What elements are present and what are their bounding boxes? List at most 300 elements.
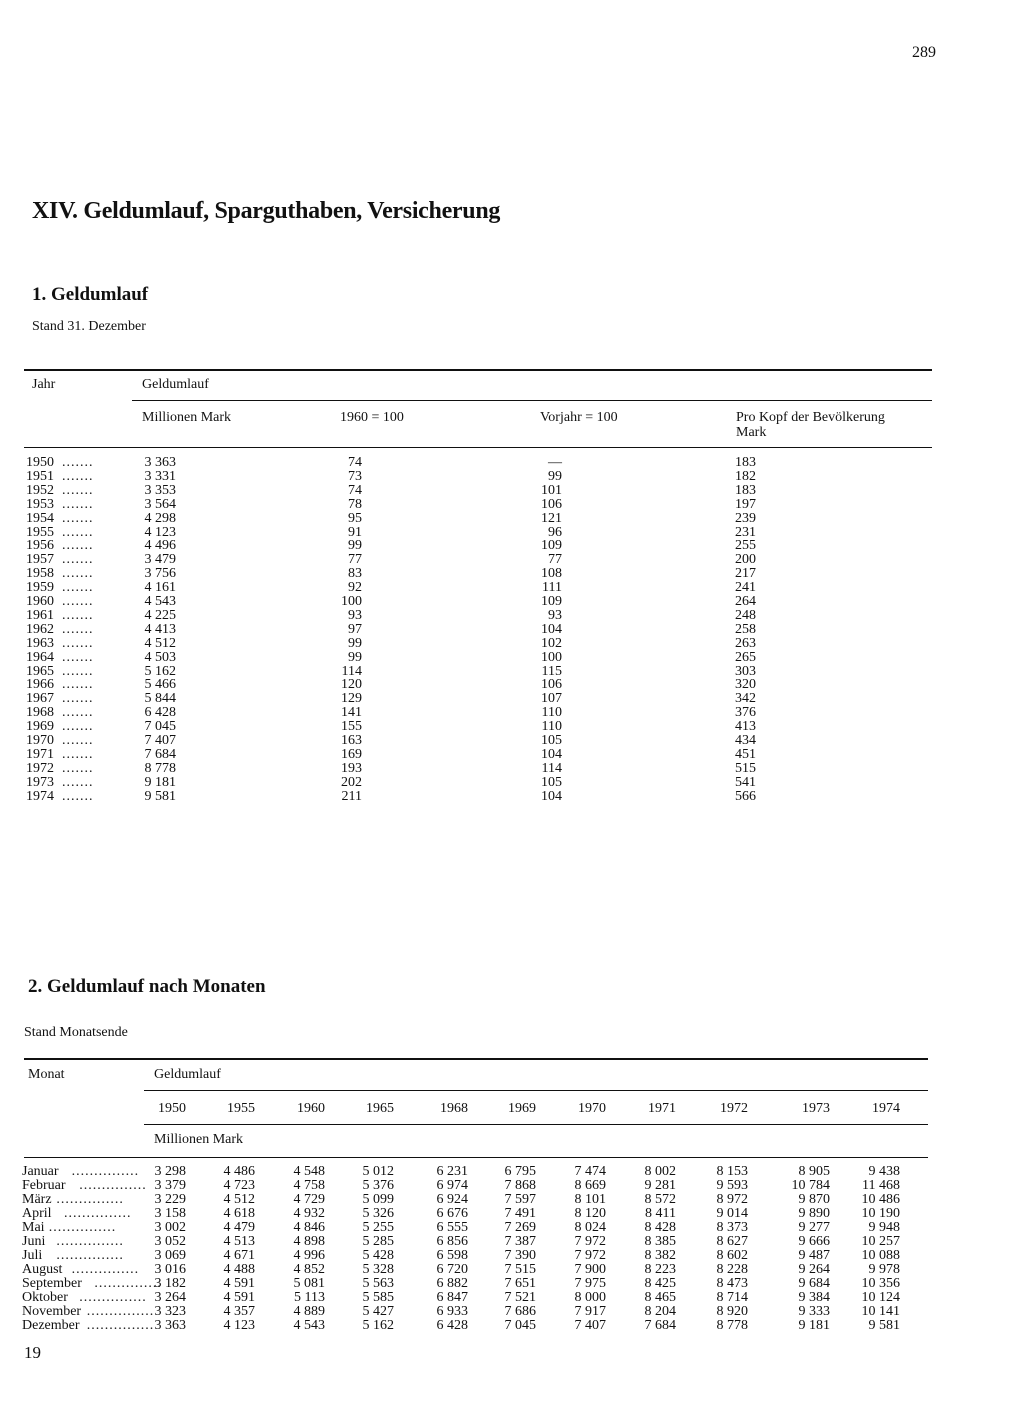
value-cell: 3 298 <box>154 1164 186 1179</box>
table2-years-rule <box>144 1124 928 1125</box>
section2-subtitle: Stand Monatsende <box>24 1025 128 1040</box>
value-cell: 8 153 <box>716 1164 748 1179</box>
value-cell: 3 379 <box>154 1178 186 1193</box>
table2-header-rule <box>24 1157 928 1158</box>
value-cell: 3 158 <box>154 1206 186 1221</box>
month-cell: Oktober <box>22 1290 68 1305</box>
value-cell: 7 900 <box>574 1262 606 1277</box>
value-cell: 9 487 <box>798 1248 830 1263</box>
value-cell: 8 373 <box>716 1220 748 1235</box>
table2-row <box>0 1249 1024 1263</box>
leader-dots: ............... <box>64 1206 132 1221</box>
month-cell: Juni <box>22 1234 46 1249</box>
pro-kopf-cell: 413 <box>735 719 756 735</box>
year-header: 1971 <box>648 1101 676 1116</box>
pro-kopf-cell: 255 <box>735 538 756 554</box>
value-cell: 4 846 <box>293 1220 325 1235</box>
value-cell: 8 024 <box>574 1220 606 1235</box>
value-cell: 8 425 <box>644 1276 676 1291</box>
millionen-mark-cell: 4 225 <box>144 607 176 623</box>
year-cell: 1963 <box>26 635 54 651</box>
leader-dots: ....... <box>62 538 94 554</box>
table1-header-mio: Millionen Mark <box>142 410 232 425</box>
table2-row <box>0 1207 1024 1221</box>
value-cell: 4 898 <box>293 1234 325 1249</box>
value-cell: 5 326 <box>362 1206 394 1221</box>
millionen-mark-cell: 4 503 <box>144 649 176 665</box>
vorjahr-cell: 77 <box>548 552 562 568</box>
table1-row <box>0 581 1024 595</box>
value-cell: 8 101 <box>574 1192 606 1207</box>
pro-kopf-cell: 320 <box>735 677 756 693</box>
leader-dots: ............... <box>56 1234 124 1249</box>
value-cell: 5 081 <box>293 1276 325 1291</box>
year-header: 1950 <box>158 1101 186 1116</box>
index-1960-cell: 74 <box>348 482 362 498</box>
table1-row <box>0 665 1024 679</box>
value-cell: 9 666 <box>798 1234 830 1249</box>
value-cell: 5 285 <box>362 1234 394 1249</box>
leader-dots: ....... <box>62 621 94 637</box>
leader-dots: ............... <box>48 1220 117 1235</box>
value-cell: 8 120 <box>574 1206 606 1221</box>
value-cell: 4 852 <box>293 1262 325 1277</box>
pro-kopf-cell: 231 <box>735 524 756 540</box>
leader-dots: ....... <box>62 774 94 790</box>
table2-row <box>0 1235 1024 1249</box>
leader-dots: ....... <box>62 580 94 596</box>
value-cell: 3 052 <box>154 1234 186 1249</box>
pro-kopf-cell: 566 <box>735 788 756 804</box>
value-cell: 7 045 <box>504 1318 536 1333</box>
chapter-title: XIV. Geldumlauf, Sparguthaben, Versicherung <box>32 198 501 224</box>
index-1960-cell: 93 <box>348 607 362 623</box>
month-cell: November <box>22 1304 82 1319</box>
leader-dots: ....... <box>62 760 94 776</box>
leader-dots: ....... <box>62 510 94 526</box>
pro-kopf-cell: 342 <box>735 691 756 707</box>
value-cell: 8 669 <box>574 1178 606 1193</box>
value-cell: 6 795 <box>504 1164 536 1179</box>
value-cell: 8 428 <box>644 1220 676 1235</box>
pro-kopf-cell: 200 <box>735 552 756 568</box>
vorjahr-cell: 105 <box>541 774 562 790</box>
year-cell: 1971 <box>26 746 54 762</box>
table1-top-rule <box>24 369 932 371</box>
index-1960-cell: 73 <box>348 468 362 484</box>
value-cell: 7 684 <box>644 1318 676 1333</box>
table2-row <box>0 1277 1024 1291</box>
value-cell: 9 264 <box>798 1262 830 1277</box>
table1-row <box>0 692 1024 706</box>
vorjahr-cell: 110 <box>541 705 562 721</box>
millionen-mark-cell: 4 512 <box>144 635 176 651</box>
vorjahr-cell: 100 <box>541 649 562 665</box>
value-cell: 9 684 <box>798 1276 830 1291</box>
value-cell: 7 491 <box>504 1206 536 1221</box>
month-cell: Januar <box>22 1164 59 1179</box>
table1-row <box>0 609 1024 623</box>
millionen-mark-cell: 4 413 <box>144 621 176 637</box>
pro-kopf-cell: 515 <box>735 760 756 776</box>
month-cell: September <box>22 1276 82 1291</box>
value-cell: 9 978 <box>868 1262 900 1277</box>
vorjahr-cell: 108 <box>541 566 562 582</box>
leader-dots: ....... <box>62 719 94 735</box>
pro-kopf-cell: 434 <box>735 733 756 748</box>
value-cell: 7 917 <box>574 1304 606 1319</box>
pro-kopf-cell: 182 <box>735 468 756 484</box>
millionen-mark-cell: 5 162 <box>144 663 176 679</box>
section1-subtitle: Stand 31. Dezember <box>32 319 146 334</box>
index-1960-cell: 169 <box>341 746 362 762</box>
millionen-mark-cell: 3 353 <box>144 482 176 498</box>
vorjahr-cell: — <box>548 455 562 470</box>
index-1960-cell: 97 <box>348 621 362 637</box>
index-1960-cell: 83 <box>348 566 362 582</box>
vorjahr-cell: 104 <box>541 788 562 804</box>
year-cell: 1965 <box>26 663 54 679</box>
leader-dots: ....... <box>62 733 94 748</box>
value-cell: 8 000 <box>574 1290 606 1305</box>
vorjahr-cell: 96 <box>548 524 562 540</box>
value-cell: 8 385 <box>644 1234 676 1249</box>
leader-dots: ....... <box>62 566 94 582</box>
leader-dots: ............... <box>86 1318 155 1333</box>
millionen-mark-cell: 5 844 <box>144 691 176 707</box>
value-cell: 8 411 <box>645 1206 676 1221</box>
year-cell: 1955 <box>26 524 54 540</box>
year-cell: 1954 <box>26 510 54 526</box>
pro-kopf-cell: 239 <box>735 510 756 526</box>
vorjahr-cell: 114 <box>541 760 562 776</box>
index-1960-cell: 91 <box>348 524 362 540</box>
year-header: 1972 <box>720 1101 748 1116</box>
year-cell: 1964 <box>26 649 54 665</box>
year-cell: 1958 <box>26 566 54 582</box>
year-cell: 1967 <box>26 691 54 707</box>
leader-dots: ....... <box>62 594 94 609</box>
vorjahr-cell: 104 <box>541 746 562 762</box>
value-cell: 5 255 <box>362 1220 394 1235</box>
value-cell: 3 229 <box>154 1192 186 1207</box>
month-cell: Juli <box>22 1248 43 1263</box>
value-cell: 8 627 <box>716 1234 748 1249</box>
table1-header-vorjahr: Vorjahr = 100 <box>540 410 618 425</box>
value-cell: 6 598 <box>436 1248 468 1263</box>
value-cell: 9 948 <box>868 1220 900 1235</box>
value-cell: 6 933 <box>436 1304 468 1319</box>
millionen-mark-cell: 3 331 <box>144 468 176 484</box>
vorjahr-cell: 109 <box>541 538 562 554</box>
vorjahr-cell: 101 <box>541 482 562 498</box>
value-cell: 4 591 <box>223 1290 255 1305</box>
millionen-mark-cell: 8 778 <box>144 760 176 776</box>
month-cell: Mai <box>22 1220 45 1235</box>
pro-kopf-cell: 258 <box>735 621 756 637</box>
table2-row <box>0 1179 1024 1193</box>
index-1960-cell: 163 <box>341 733 362 748</box>
value-cell: 4 723 <box>223 1178 255 1193</box>
value-cell: 9 890 <box>798 1206 830 1221</box>
vorjahr-cell: 104 <box>541 621 562 637</box>
leader-dots: ....... <box>62 635 94 651</box>
table1-row <box>0 734 1024 748</box>
vorjahr-cell: 93 <box>548 607 562 623</box>
vorjahr-cell: 106 <box>541 677 562 693</box>
millionen-mark-cell: 3 756 <box>144 566 176 582</box>
value-cell: 5 376 <box>362 1178 394 1193</box>
pro-kopf-cell: 183 <box>735 455 756 470</box>
leader-dots: ............... <box>56 1192 124 1207</box>
value-cell: 6 856 <box>436 1234 468 1249</box>
index-1960-cell: 74 <box>348 455 362 470</box>
index-1960-cell: 99 <box>348 635 362 651</box>
index-1960-cell: 120 <box>341 677 362 693</box>
leader-dots: ............... <box>79 1178 147 1193</box>
millionen-mark-cell: 4 543 <box>144 594 176 609</box>
year-cell: 1961 <box>26 607 54 623</box>
value-cell: 8 382 <box>644 1248 676 1263</box>
leader-dots: ....... <box>62 705 94 721</box>
value-cell: 8 778 <box>716 1318 748 1333</box>
value-cell: 7 972 <box>574 1248 606 1263</box>
pro-kopf-cell: 451 <box>735 746 756 762</box>
value-cell: 9 581 <box>868 1318 900 1333</box>
value-cell: 8 602 <box>716 1248 748 1263</box>
value-cell: 10 257 <box>861 1234 900 1249</box>
index-1960-cell: 99 <box>348 538 362 554</box>
value-cell: 6 924 <box>436 1192 468 1207</box>
vorjahr-cell: 121 <box>541 510 562 526</box>
value-cell: 6 882 <box>436 1276 468 1291</box>
value-cell: 4 996 <box>293 1248 325 1263</box>
year-cell: 1974 <box>26 788 54 804</box>
value-cell: 4 486 <box>223 1164 255 1179</box>
millionen-mark-cell: 5 466 <box>144 677 176 693</box>
leader-dots: ............... <box>86 1304 155 1319</box>
value-cell: 8 223 <box>644 1262 676 1277</box>
table1-row <box>0 512 1024 526</box>
table1-row <box>0 456 1024 470</box>
value-cell: 4 357 <box>223 1304 255 1319</box>
value-cell: 5 328 <box>362 1262 394 1277</box>
value-cell: 3 182 <box>154 1276 186 1291</box>
section2-title: 2. Geldumlauf nach Monaten <box>28 976 266 997</box>
value-cell: 3 363 <box>154 1318 186 1333</box>
value-cell: 7 651 <box>504 1276 536 1291</box>
vorjahr-cell: 102 <box>541 635 562 651</box>
value-cell: 4 513 <box>223 1234 255 1249</box>
table1-row <box>0 553 1024 567</box>
leader-dots: ....... <box>62 496 94 512</box>
year-header: 1970 <box>578 1101 606 1116</box>
year-cell: 1966 <box>26 677 54 693</box>
value-cell: 6 231 <box>436 1164 468 1179</box>
table1-header-index1960: 1960 = 100 <box>340 410 404 425</box>
value-cell: 8 572 <box>644 1192 676 1207</box>
value-cell: 10 486 <box>861 1192 900 1207</box>
table1-row <box>0 706 1024 720</box>
leader-dots: ............... <box>94 1276 162 1291</box>
vorjahr-cell: 109 <box>541 594 562 609</box>
value-cell: 3 002 <box>154 1220 186 1235</box>
index-1960-cell: 78 <box>348 496 362 512</box>
table1-row <box>0 637 1024 651</box>
year-header: 1965 <box>366 1101 394 1116</box>
value-cell: 5 563 <box>362 1276 394 1291</box>
millionen-mark-cell: 9 181 <box>144 774 176 790</box>
value-cell: 8 714 <box>716 1290 748 1305</box>
table2-row <box>0 1263 1024 1277</box>
value-cell: 5 427 <box>362 1304 394 1319</box>
year-cell: 1972 <box>26 760 54 776</box>
table1-header-prokopf-unit: Mark <box>736 425 767 440</box>
leader-dots: ....... <box>62 663 94 679</box>
section1-title: 1. Geldumlauf <box>32 284 149 305</box>
index-1960-cell: 100 <box>341 594 362 609</box>
value-cell: 3 016 <box>154 1262 186 1277</box>
leader-dots: ....... <box>62 649 94 665</box>
value-cell: 10 088 <box>861 1248 900 1263</box>
year-header: 1968 <box>440 1101 468 1116</box>
value-cell: 9 593 <box>716 1178 748 1193</box>
millionen-mark-cell: 7 684 <box>144 746 176 762</box>
pro-kopf-cell: 217 <box>735 566 756 582</box>
value-cell: 8 465 <box>644 1290 676 1305</box>
index-1960-cell: 99 <box>348 649 362 665</box>
page-number: 289 <box>912 44 936 61</box>
value-cell: 7 868 <box>504 1178 536 1193</box>
millionen-mark-cell: 4 496 <box>144 538 176 554</box>
month-cell: März <box>22 1192 52 1207</box>
leader-dots: ............... <box>71 1164 140 1179</box>
millionen-mark-cell: 3 479 <box>144 552 176 568</box>
value-cell: 6 428 <box>436 1318 468 1333</box>
year-header: 1974 <box>872 1101 900 1116</box>
value-cell: 10 356 <box>861 1276 900 1291</box>
year-header: 1973 <box>802 1101 830 1116</box>
value-cell: 6 974 <box>436 1178 468 1193</box>
pro-kopf-cell: 303 <box>735 663 756 679</box>
value-cell: 9 281 <box>644 1178 676 1193</box>
table1-row <box>0 651 1024 665</box>
leader-dots: ............... <box>56 1248 124 1263</box>
value-cell: 4 512 <box>223 1192 255 1207</box>
value-cell: 6 555 <box>436 1220 468 1235</box>
index-1960-cell: 129 <box>341 691 362 707</box>
table2-header-monat: Monat <box>28 1067 65 1082</box>
value-cell: 4 889 <box>293 1304 325 1319</box>
value-cell: 8 473 <box>716 1276 748 1291</box>
leader-dots: ....... <box>62 677 94 693</box>
value-cell: 9 333 <box>798 1304 830 1319</box>
index-1960-cell: 95 <box>348 510 362 526</box>
index-1960-cell: 141 <box>341 705 362 721</box>
value-cell: 5 099 <box>362 1192 394 1207</box>
table1-row <box>0 748 1024 762</box>
table1-row <box>0 623 1024 637</box>
value-cell: 10 124 <box>861 1290 900 1305</box>
year-cell: 1960 <box>26 594 54 609</box>
year-header: 1960 <box>297 1101 325 1116</box>
leader-dots: ............... <box>79 1290 147 1305</box>
year-cell: 1962 <box>26 621 54 637</box>
table2-header-unit: Millionen Mark <box>154 1132 244 1147</box>
value-cell: 7 972 <box>574 1234 606 1249</box>
table2-header-geldumlauf: Geldumlauf <box>154 1067 221 1082</box>
value-cell: 4 488 <box>223 1262 255 1277</box>
pro-kopf-cell: 541 <box>735 774 756 790</box>
year-cell: 1950 <box>26 455 54 470</box>
vorjahr-cell: 107 <box>541 691 562 707</box>
year-cell: 1957 <box>26 552 54 568</box>
table1-row <box>0 678 1024 692</box>
leader-dots: ....... <box>62 468 94 484</box>
footer-number: 19 <box>24 1343 41 1362</box>
month-cell: Dezember <box>22 1318 80 1333</box>
value-cell: 7 521 <box>504 1290 536 1305</box>
value-cell: 7 597 <box>504 1192 536 1207</box>
millionen-mark-cell: 4 123 <box>144 524 176 540</box>
table2-row <box>0 1221 1024 1235</box>
value-cell: 8 920 <box>716 1304 748 1319</box>
year-cell: 1970 <box>26 733 54 748</box>
value-cell: 10 190 <box>861 1206 900 1221</box>
value-cell: 8 228 <box>716 1262 748 1277</box>
millionen-mark-cell: 6 428 <box>144 705 176 721</box>
value-cell: 9 870 <box>798 1192 830 1207</box>
value-cell: 5 012 <box>362 1164 394 1179</box>
value-cell: 10 784 <box>791 1178 830 1193</box>
pro-kopf-cell: 248 <box>735 607 756 623</box>
millionen-mark-cell: 3 564 <box>144 496 176 512</box>
year-cell: 1973 <box>26 774 54 790</box>
index-1960-cell: 193 <box>341 760 362 776</box>
pro-kopf-cell: 263 <box>735 635 756 651</box>
table1-row <box>0 776 1024 790</box>
vorjahr-cell: 115 <box>541 663 562 679</box>
table1-row <box>0 470 1024 484</box>
table2-row <box>0 1165 1024 1179</box>
value-cell: 9 384 <box>798 1290 830 1305</box>
table1-row <box>0 498 1024 512</box>
year-cell: 1968 <box>26 705 54 721</box>
year-cell: 1969 <box>26 719 54 735</box>
table1-header-geldumlauf: Geldumlauf <box>142 377 209 392</box>
index-1960-cell: 77 <box>348 552 362 568</box>
table2-row <box>0 1291 1024 1305</box>
table1-row <box>0 762 1024 776</box>
millionen-mark-cell: 4 298 <box>144 510 176 526</box>
vorjahr-cell: 99 <box>548 468 562 484</box>
value-cell: 6 847 <box>436 1290 468 1305</box>
year-cell: 1951 <box>26 468 54 484</box>
value-cell: 7 407 <box>574 1318 606 1333</box>
year-header: 1955 <box>227 1101 255 1116</box>
table1-row <box>0 720 1024 734</box>
vorjahr-cell: 110 <box>541 719 562 735</box>
value-cell: 10 141 <box>861 1304 900 1319</box>
year-header: 1969 <box>508 1101 536 1116</box>
value-cell: 7 474 <box>574 1164 606 1179</box>
table1-row <box>0 595 1024 609</box>
value-cell: 5 585 <box>362 1290 394 1305</box>
value-cell: 4 591 <box>223 1276 255 1291</box>
millionen-mark-cell: 7 407 <box>144 733 176 748</box>
value-cell: 4 932 <box>293 1206 325 1221</box>
value-cell: 7 515 <box>504 1262 536 1277</box>
